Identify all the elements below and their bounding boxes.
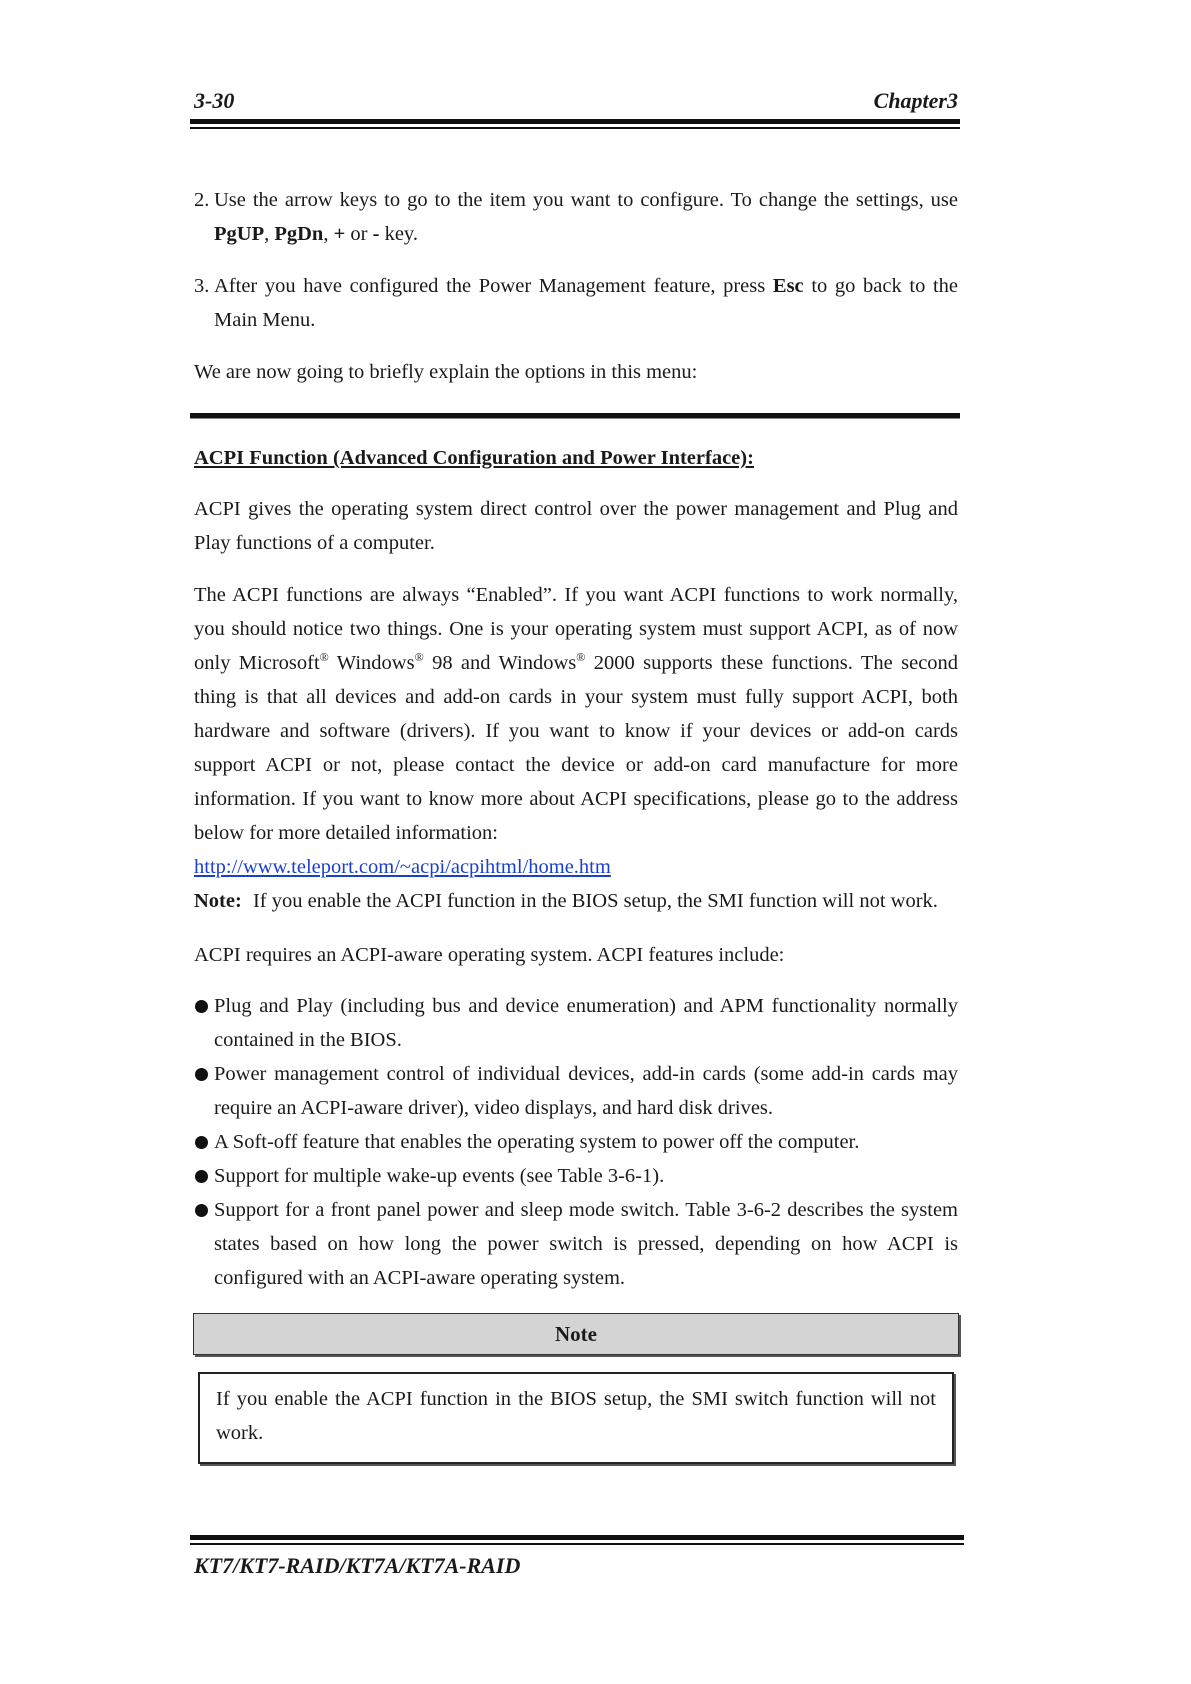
section-divider-shadow	[190, 418, 960, 419]
step-3-text: After you have configured the Power Management feature, press Esc to go back to the Main Menu.	[214, 275, 959, 331]
bullet-icon	[195, 1000, 208, 1013]
footer-model: KT7/KT7-RAID/KT7A/KT7A-RAID	[194, 1553, 521, 1578]
acpi-spec-link-line	[194, 850, 958, 884]
step-2-number: 2.	[194, 189, 210, 211]
key-pgdn: PgDn	[274, 223, 324, 245]
note-box-body: If you enable the ACPI function in the BIOS setup, the SMI switch function will not work.	[198, 1372, 954, 1464]
key-minus: -	[372, 223, 380, 245]
feature-item: Plug and Play (including bus and device enumeration) and APM functionality normally contained in the BIOS.	[194, 989, 958, 1057]
features-list-wrapper	[194, 989, 958, 1295]
features-intro: ACPI requires an ACPI-aware operating system. ACPI features include:	[194, 944, 785, 966]
header-rule-thick	[190, 119, 960, 124]
page-header	[194, 86, 958, 116]
acpi-spec-link[interactable]: http://www.teleport.com/~acpi/acpihtml/home.htm	[194, 856, 611, 878]
note-box-title: Note	[193, 1313, 959, 1355]
bullet-icon	[195, 1170, 208, 1183]
acpi-paragraph-2	[194, 578, 958, 918]
step-3	[194, 269, 958, 337]
footer-rule-thin	[190, 1543, 964, 1545]
header-rule-thin	[190, 127, 960, 129]
acpi-heading: ACPI Function (Advanced Configuration and Power Interface):	[194, 447, 754, 469]
intro-text: We are now going to briefly explain the options in this menu:	[194, 361, 698, 383]
bullet-icon	[195, 1068, 208, 1081]
step-2	[194, 183, 958, 251]
note-label: Note:	[194, 890, 242, 912]
step-3-number: 3.	[194, 275, 210, 297]
note-text: If you enable the ACPI function in the BIOS setup, the SMI function will not work.	[252, 890, 938, 912]
feature-item: Support for a front panel power and sleep mode switch. Table 3-6-2 describes the system states based on how long the power switch is pressed, depending on how ACPI is configured with an ACPI-aware operating system.	[194, 1193, 958, 1295]
key-pgup: PgUP	[214, 223, 265, 245]
step-2-text: Use the arrow keys to go to the item you want to configure. To change the settings, use PgUP, PgDn, + or - key.	[214, 189, 958, 245]
bullet-icon	[195, 1204, 208, 1217]
chapter-title: Chapter3	[873, 88, 958, 113]
page-number: 3-30	[194, 88, 235, 113]
feature-item: Power management control of individual devices, add-in cards (some add-in cards may require an ACPI-aware driver), video displays, and hard disk drives.	[194, 1057, 958, 1125]
features-list	[194, 989, 958, 1295]
key-esc: Esc	[772, 275, 804, 297]
acpi-paragraph-2-text: The ACPI functions are always “Enabled”. If you want ACPI functions to work normally, you should notice two things. One is your operating system must support ACPI, as of now only Microsoft® Windows® 98 and Windows® 2000 supports these functions. The second thing is that all devices and add-on cards in your system must fully support ACPI, both hardware and software (drivers). If you want to know if your devices or add-on cards support ACPI or not, please contact the device or add-on card manufacture for more information. If you want to know more about ACPI specifications, please go to the address below for more detailed information:	[194, 584, 959, 844]
acpi-paragraph-1: ACPI gives the operating system direct control over the power management and Plug and Play functions of a computer.	[194, 498, 958, 554]
feature-item: Support for multiple wake-up events (see Table 3-6-1).	[194, 1159, 958, 1193]
footer-rule-thick	[190, 1535, 964, 1540]
feature-item: A Soft-off feature that enables the operating system to power off the computer.	[194, 1125, 958, 1159]
key-plus: +	[333, 223, 346, 245]
bullet-icon	[195, 1136, 208, 1149]
acpi-inline-note	[194, 884, 958, 918]
